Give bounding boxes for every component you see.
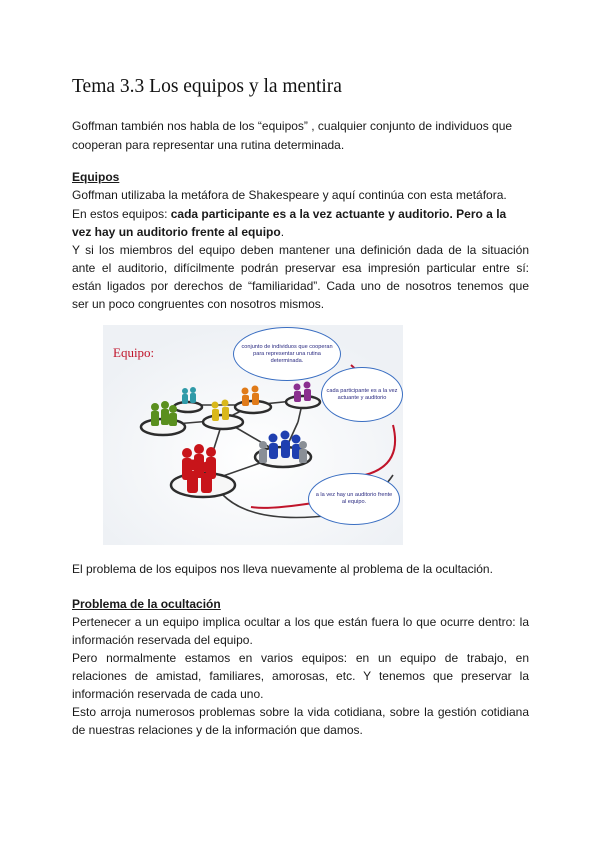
ocultacion-line-4: relaciones de amistad, familiares, amorosas, etc. Y tenemos que preservar la — [72, 669, 529, 683]
figure-label: Equipo: — [113, 345, 155, 360]
ocultacion-line-6: Esto arroja numerosos problemas sobre la vida cotidiana, sobre la gestión cotidiana — [72, 705, 529, 719]
intro-paragraph: Goffman también nos habla de los “equipos” , cualquier conjunto de individuos que cooperan para representar una rutina determinada. — [72, 119, 513, 152]
section-heading-equipos: Equipos — [72, 170, 120, 184]
callout-bubble-3: a la vez hay un auditorio frente al equipo. — [308, 473, 400, 525]
section-heading-ocultacion: Problema de la ocultación — [72, 597, 221, 611]
callout-bubble-2: cada participante es a la vez actuante y auditorio — [321, 367, 403, 422]
equipos-line-3-suffix: . — [280, 225, 285, 239]
equipos-bold-statement-b: vez hay un auditorio frente al equipo — [72, 225, 281, 239]
equipos-para-line-1: Y si los miembros del equipo deben mantener una definición dada de la situación — [72, 243, 529, 257]
equipos-line-3 — [72, 223, 529, 242]
team-network-figure — [103, 325, 403, 545]
ocultacion-line-7: de nuestras relaciones y de la información que damos. — [72, 723, 363, 737]
ocultacion-line-2: información reservada del equipo. — [72, 633, 253, 647]
ocultacion-line-1: Pertenecer a un equipo implica ocultar a los que están fuera lo que ocurre dentro: la — [72, 615, 529, 629]
equipos-para-line-3: están ligados por derechos de “familiaridad”. Cada uno de nosotros tenemos que — [72, 279, 529, 293]
equipos-para-line-2: ante el auditorio, difícilmente podrán preservar esa impresión particular entre sí: — [72, 261, 529, 275]
equipos-line-2-prefix: En estos equipos: — [72, 207, 171, 221]
ocultacion-line-3: Pero normalmente estamos en varios equipos: en un equipo de trabajo, en — [72, 651, 529, 665]
equipos-para-line-4: ser un poco congruentes con nosotros mismos. — [72, 297, 325, 311]
ocultacion-line-5: información reservada de cada uno. — [72, 687, 264, 701]
equipos-line-1: Goffman utilizaba la metáfora de Shakespeare y aquí continúa con esta metáfora. — [72, 188, 507, 202]
people-group-blue — [269, 431, 302, 460]
callout-bubble-1: conjunto de individuos que cooperan para representar una rutina determinada. — [233, 327, 341, 381]
equipos-line-2 — [72, 205, 529, 224]
problem-statement: El problema de los equipos nos lleva nuevamente al problema de la ocultación. — [72, 562, 493, 576]
page-title: Tema 3.3 Los equipos y la mentira — [72, 76, 342, 97]
equipos-bold-statement-a: cada participante es a la vez actuante y auditorio. Pero a la — [170, 207, 507, 221]
